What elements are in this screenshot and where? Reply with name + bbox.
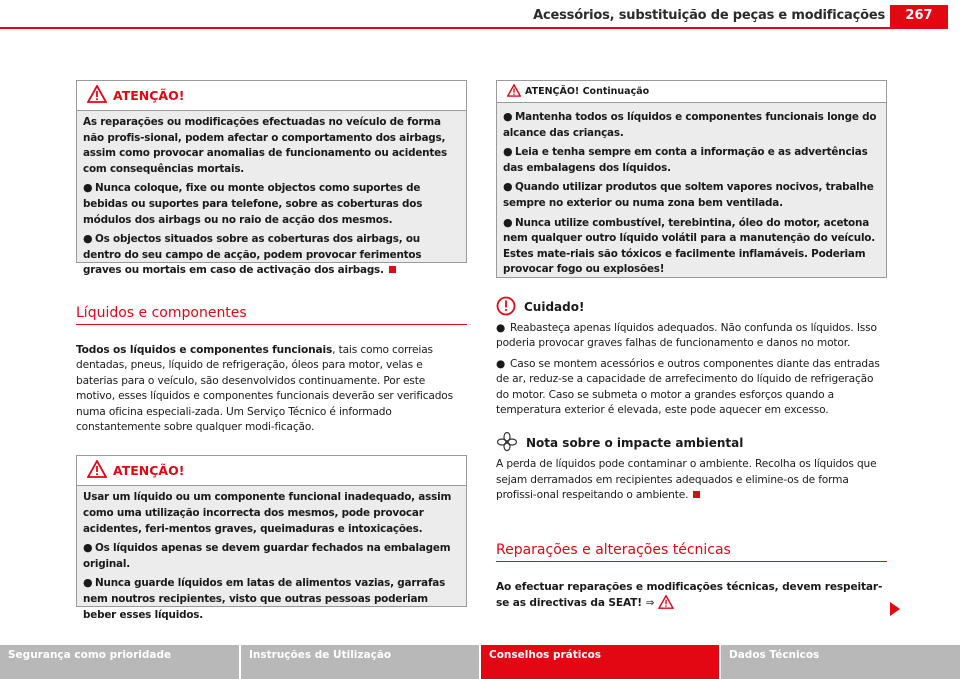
bullet-icon: ● — [83, 576, 93, 590]
page-number: 267 — [890, 5, 948, 27]
warning-bullet: ● Mantenha todos os líquidos e componentes funcionais longe do alcance das crianças. — [503, 110, 877, 139]
warning-icon — [507, 82, 521, 101]
warning-continued-box — [496, 80, 887, 278]
bullet-icon: ● — [503, 145, 513, 159]
warning-box — [76, 80, 467, 277]
caution-bullet: ● Caso se montem acessórios e outros componentes diante das entradas de ar, reduz-se a capacidade de arrefecimento do líquido de refrigeração do motor. Caso se submeta o motor a grandes esforços quando a temperatura exterior é elevada, este pode aquecer em excesso. — [496, 357, 880, 417]
cross-reference-arrow[interactable]: ⇒ — [645, 597, 655, 610]
warning-bullet: ● Os líquidos apenas se devem guardar fechados na embalagem original. — [83, 541, 451, 570]
chapter-title: Acessórios, substituição de peças e modificações — [533, 8, 885, 23]
end-marker-icon — [389, 266, 396, 273]
bullet-icon: ● — [83, 541, 93, 555]
caution-bullet: ● Reabasteça apenas líquidos adequados. Não confunda os líquidos. Isso poderia provocar graves falhas de funcionamento e danos no motor. — [496, 322, 877, 350]
environment-note-text: A perda de líquidos pode contaminar o ambiente. Recolha os líquidos que sejam derramados em recipientes adequados e elimine-os de forma profissi-onal respeitando o ambiente. — [496, 458, 877, 502]
footer-navigation — [0, 645, 960, 679]
warning-bullet: ● Nunca coloque, fixe ou monte objectos como suportes de bebidas ou suportes para telefone, sobre as coberturas dos módulos dos airbags ou no raio de acção dos mesmos. — [83, 181, 423, 226]
right-column — [496, 80, 887, 614]
header-rule — [0, 27, 948, 29]
bullet-icon: ● — [496, 357, 506, 370]
warning-body — [497, 103, 886, 287]
bullet-icon: ● — [83, 232, 93, 246]
left-column — [76, 80, 467, 621]
page-header — [0, 0, 960, 30]
warning-title: ATENÇÃO! — [113, 463, 185, 479]
flower-icon — [496, 431, 518, 456]
bullet-icon: ● — [503, 110, 513, 123]
section-title: Reparações e alterações técnicas — [496, 542, 887, 562]
warning-title: ATENÇÃO! — [113, 88, 185, 103]
warning-bullet: ● Quando utilizar produtos que soltem vapores nocivos, trabalhe sempre no exterior ou numa zona bem ventilada. — [503, 180, 874, 209]
warning-title: ATENÇÃO! Continuação — [525, 86, 650, 97]
caution-title: Cuidado! — [496, 296, 887, 318]
warning-icon — [87, 85, 107, 107]
warning-body — [77, 111, 466, 288]
warning-icon — [87, 460, 107, 482]
bullet-icon: ● — [83, 181, 93, 195]
footer-tab-technical-data[interactable]: Dados Técnicos — [721, 645, 960, 679]
warning-box — [76, 455, 467, 621]
section-paragraph: Todos os líquidos e componentes funcionais, tais como correias dentadas, pneus, líquido de refrigeração, óleos para motor, velas e baterias para o veículo, são desenvolvidos continuamente. Por este motivo, esses líquidos e componentes funcionais deverão ser verificados numa oficina especiali-zada. Um Serviço Técnico é informado constantemente sobre qualquer modi-ficação. — [76, 344, 454, 434]
warning-header — [497, 81, 886, 103]
footer-tab-practical-tips[interactable]: Conselhos práticos — [481, 645, 719, 679]
warning-intro: As reparações ou modificações efectuadas no veículo de forma não profis-sional, podem afectar o comportamento dos airbags, assim como provocar anomalias de funcionamento ou acidentes com consequências mortais. — [83, 116, 447, 175]
section-title: Líquidos e componentes — [76, 305, 467, 325]
bullet-icon: ● — [496, 322, 506, 334]
caution-icon — [496, 296, 516, 319]
footer-tab-safety[interactable]: Segurança como prioridade — [0, 645, 239, 679]
warning-bullet: ● Leia e tenha sempre em conta a informação e as advertências das embalagens dos líquidos. — [503, 145, 868, 174]
warning-bullet: ● Nunca guarde líquidos em latas de alimentos vazias, garrafas nem noutros recipientes, visto que outras pessoas poderiam beber esses líquidos. — [83, 576, 446, 621]
end-marker-icon — [693, 491, 700, 498]
bullet-icon: ● — [503, 215, 513, 229]
warning-header — [77, 81, 466, 111]
section-paragraph: Ao efectuar reparações e modificações técnicas, devem respeitar-se as directivas da SEAT! ⇒ — [496, 580, 887, 615]
warning-header — [77, 456, 466, 486]
footer-tab-instructions[interactable]: Instruções de Utilização — [241, 645, 479, 679]
next-page-arrow-icon[interactable] — [890, 602, 900, 616]
warning-reference-icon[interactable] — [658, 595, 674, 614]
warning-body — [77, 486, 466, 632]
warning-intro: Usar um líquido ou um componente funcional inadequado, assim como uma utilização incorrecta dos mesmos, pode provocar acidentes, feri-mentos graves, queimaduras e intoxicações. — [83, 491, 452, 535]
warning-bullet: ● Nunca utilize combustível, terebintina, óleo do motor, acetona nem qualquer outro líquido volátil para a manutenção do veículo. Estes mate-riais são tóxicos e facilmente inflamáveis. Poderiam provocar fogo ou explosões! — [503, 215, 875, 276]
warning-bullet: ● Os objectos situados sobre as coberturas dos airbags, ou dentro do seu campo de acção, podem provocar ferimentos graves ou mortais em caso de activação dos airbags. — [83, 232, 422, 277]
bullet-icon: ● — [503, 180, 513, 194]
environment-note-title: Nota sobre o impacte ambiental — [496, 432, 887, 454]
